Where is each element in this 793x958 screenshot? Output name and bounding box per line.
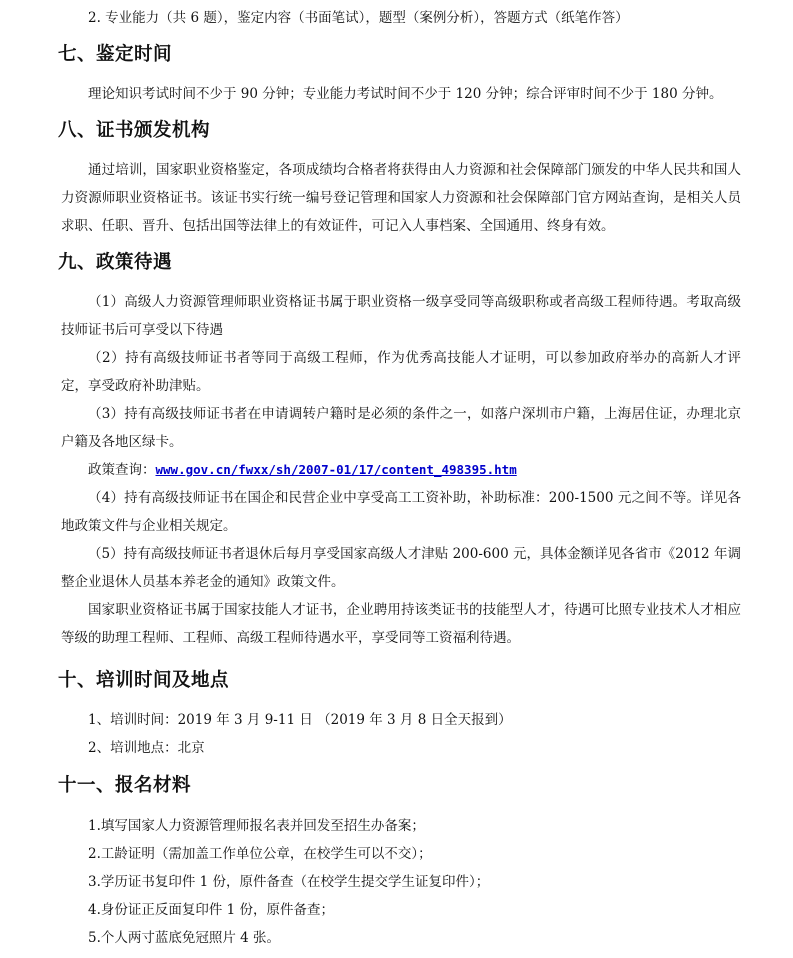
s9-policy-query [61, 456, 741, 484]
s9-item-2: （2）持有高级技师证书者等同于高级工程师，作为优秀高技能人才证明，可以参加政府举办的高新人才评定，享受政府补助津贴。 [61, 350, 741, 394]
section-9-heading: 九、政策待遇 [58, 252, 173, 273]
policy-query-label: 政策查询： [88, 462, 156, 478]
section-8-heading: 八、证书颁发机构 [58, 120, 211, 141]
section-7-heading: 七、鉴定时间 [58, 44, 173, 65]
section-11-heading: 十一、报名材料 [58, 775, 192, 796]
section-10-heading: 十、培训时间及地点 [58, 670, 230, 691]
s10-item-1: 1、培训时间：2019 年 3 月 9-11 日 （2019 年 3 月 8 日全天报到） [88, 712, 512, 728]
s9-item-4: （4）持有高级技师证书在国企和民营企业中享受高工工资补助，补助标准：200-1500 元之间不等。详见各地政策文件与企业相关规定。 [61, 490, 741, 534]
s9-item-5: （5）持有高级技师证书者退休后每月享受国家高级人才津贴 200-600 元，具体金额详见各省市《2012 年调整企业退休人员基本养老金的通知》政策文件。 [61, 546, 741, 590]
policy-link[interactable]: www.gov.cn/fwxx/sh/2007-01/17/content_498395.htm [155, 462, 517, 477]
s11-item-4: 4.身份证正反面复印件 1 份，原件备查； [88, 902, 335, 918]
s11-item-2: 2.工龄证明（需加盖工作单位公章，在校学生可以不交）； [88, 846, 432, 862]
s8-paragraph: 通过培训，国家职业资格鉴定，各项成绩均合格者将获得由人力资源和社会保障部门颁发的中华人民共和国人力资源师职业资格证书。该证书实行统一编号登记管理和国家人力资源和社会保障部门官方网站查询，是相关人员求职、任职、晋升、包括出国等法律上的有效证件，可记入人事档案、全国通用、终身有效。 [61, 162, 741, 234]
s11-item-5: 5.个人两寸蓝底免冠照片 4 张。 [88, 930, 281, 946]
s9-item-1: （1）高级人力资源管理师职业资格证书属于职业资格一级享受同等高级职称或者高级工程师待遇。考取高级技师证书后可享受以下待遇 [61, 294, 741, 338]
s9-item-3: （3）持有高级技师证书者在申请调转户籍时是必须的条件之一，如落户深圳市户籍，上海居住证，办理北京户籍及各地区绿卡。 [61, 406, 741, 450]
s7-paragraph: 理论知识考试时间不少于 90 分钟；专业能力考试时间不少于 120 分钟；综合评审时间不少于 180 分钟。 [88, 86, 723, 102]
s11-item-3: 3.学历证书复印件 1 份，原件备查（在校学生提交学生证复印件）； [88, 874, 490, 890]
s11-item-1: 1.填写国家人力资源管理师报名表并回发至招生办备案； [88, 818, 425, 834]
s10-item-2: 2、培训地点：北京 [88, 740, 205, 756]
s6-item-2: 2. 专业能力（共 6 题），鉴定内容（书面笔试），题型（案例分析），答题方式（纸笔作答） [88, 10, 629, 26]
s9-summary: 国家职业资格证书属于国家技能人才证书，企业聘用持该类证书的技能型人才，待遇可比照专业技术人才相应等级的助理工程师、工程师、高级工程师待遇水平，享受同等工资福利待遇。 [61, 602, 741, 646]
